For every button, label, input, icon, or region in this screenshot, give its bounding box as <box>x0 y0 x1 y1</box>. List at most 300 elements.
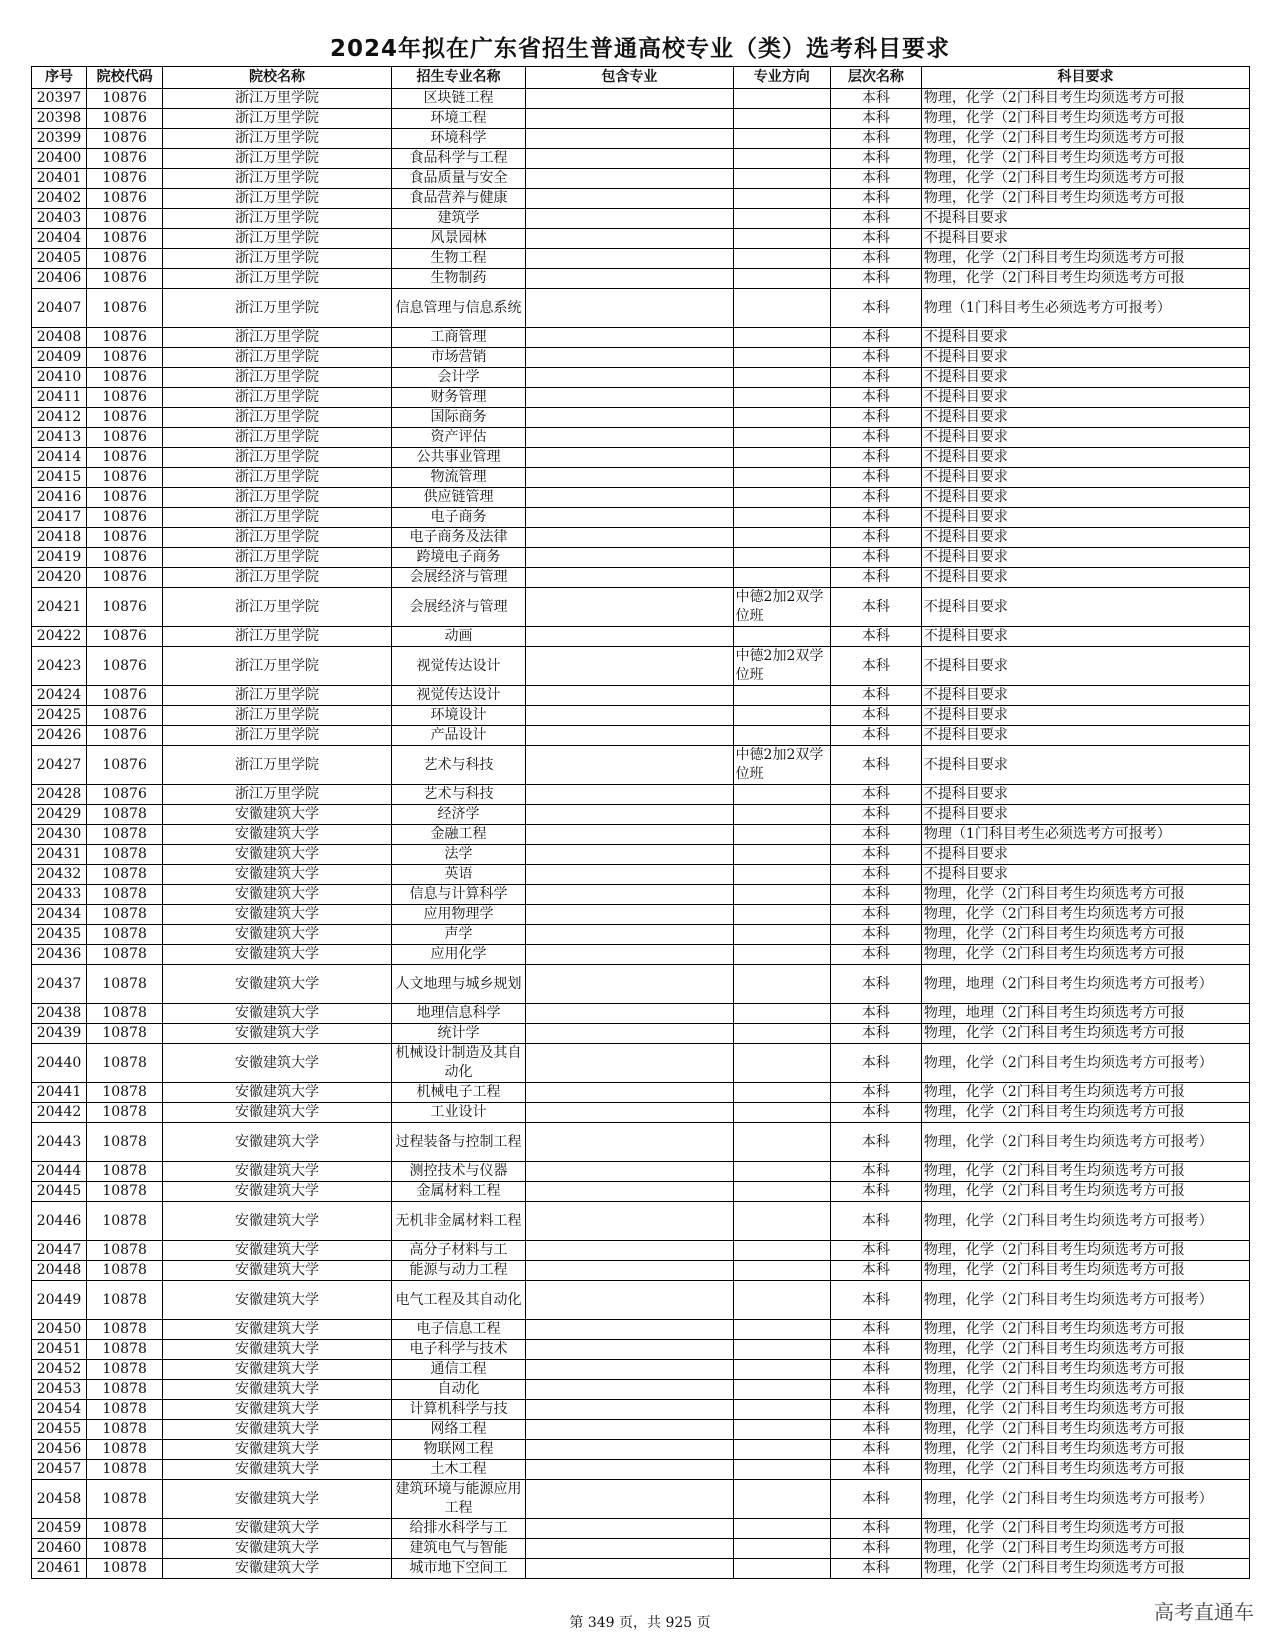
table-cell: 10878 <box>87 1241 163 1261</box>
table-cell: 20434 <box>32 905 87 925</box>
table-cell <box>733 785 830 805</box>
table-cell: 安徽建筑大学 <box>163 1162 392 1182</box>
table-cell: 工商管理 <box>391 328 525 348</box>
table-cell: 电子信息工程 <box>391 1320 525 1340</box>
table-cell: 本科 <box>830 408 921 428</box>
table-row <box>32 1519 1250 1539</box>
table-cell: 10876 <box>87 368 163 388</box>
table-cell: 中德2加2双学位班 <box>733 647 830 686</box>
table-cell: 公共事业管理 <box>391 448 525 468</box>
table-cell: 浙江万里学院 <box>163 568 392 588</box>
table-cell: 浙江万里学院 <box>163 548 392 568</box>
table-cell <box>733 1281 830 1320</box>
table-cell: 10876 <box>87 149 163 169</box>
table-cell: 物理，化学（2门科目考生均须选考方可报 <box>921 1519 1249 1539</box>
table-row <box>32 1440 1250 1460</box>
table-cell: 安徽建筑大学 <box>163 905 392 925</box>
table-row <box>32 1241 1250 1261</box>
table-cell: 物理，化学（2门科目考生均须选考方可报 <box>921 1340 1249 1360</box>
table-cell: 本科 <box>830 1162 921 1182</box>
table-cell: 工业设计 <box>391 1103 525 1123</box>
table-cell: 过程装备与控制工程 <box>391 1123 525 1162</box>
table-cell: 安徽建筑大学 <box>163 1320 392 1340</box>
table-cell: 中德2加2双学位班 <box>733 588 830 627</box>
table-cell: 本科 <box>830 805 921 825</box>
table-cell: 测控技术与仪器 <box>391 1162 525 1182</box>
table-cell: 机械电子工程 <box>391 1083 525 1103</box>
table-cell: 10878 <box>87 865 163 885</box>
table-cell: 20444 <box>32 1162 87 1182</box>
table-cell: 物理，化学（2门科目考生均须选考方可报 <box>921 1420 1249 1440</box>
table-cell: 物理，化学（2门科目考生均须选考方可报 <box>921 1460 1249 1480</box>
table-cell: 20457 <box>32 1460 87 1480</box>
table-cell: 本科 <box>830 1182 921 1202</box>
table-row <box>32 388 1250 408</box>
table-cell <box>526 1400 733 1420</box>
table-cell: 10878 <box>87 845 163 865</box>
column-header: 院校名称 <box>163 67 392 89</box>
table-cell: 10878 <box>87 1044 163 1083</box>
table-cell: 10876 <box>87 229 163 249</box>
table-cell: 安徽建筑大学 <box>163 965 392 1004</box>
table-cell: 物理，化学（2门科目考生均须选考方可报 <box>921 1360 1249 1380</box>
table-row <box>32 488 1250 508</box>
table-cell: 信息与计算科学 <box>391 885 525 905</box>
table-cell: 安徽建筑大学 <box>163 845 392 865</box>
table-cell <box>733 109 830 129</box>
table-cell: 不提科目要求 <box>921 229 1249 249</box>
table-cell: 浙江万里学院 <box>163 249 392 269</box>
table-cell: 20424 <box>32 686 87 706</box>
table-cell <box>733 89 830 109</box>
table-cell <box>526 1103 733 1123</box>
table-cell: 本科 <box>830 1480 921 1519</box>
table-cell: 本科 <box>830 965 921 1004</box>
table-cell: 本科 <box>830 1281 921 1320</box>
column-header: 序号 <box>32 67 87 89</box>
table-cell: 10878 <box>87 1320 163 1340</box>
table-cell <box>733 627 830 647</box>
table-cell: 安徽建筑大学 <box>163 1539 392 1559</box>
table-cell: 20431 <box>32 845 87 865</box>
table-row <box>32 1480 1250 1519</box>
table-cell: 10876 <box>87 109 163 129</box>
table-cell <box>733 1340 830 1360</box>
table-cell: 20456 <box>32 1440 87 1460</box>
table-row <box>32 568 1250 588</box>
table-cell: 10878 <box>87 1083 163 1103</box>
table-cell: 20414 <box>32 448 87 468</box>
table-cell: 不提科目要求 <box>921 785 1249 805</box>
table-cell <box>526 149 733 169</box>
table-cell <box>733 408 830 428</box>
table-cell: 20439 <box>32 1024 87 1044</box>
table-cell <box>526 508 733 528</box>
table-cell: 不提科目要求 <box>921 428 1249 448</box>
table-cell <box>733 1241 830 1261</box>
table-cell <box>526 468 733 488</box>
table-row <box>32 289 1250 328</box>
table-cell: 本科 <box>830 548 921 568</box>
table-cell <box>733 548 830 568</box>
table-cell: 安徽建筑大学 <box>163 1380 392 1400</box>
table-cell <box>526 428 733 448</box>
table-cell: 10876 <box>87 706 163 726</box>
table-cell: 物理，化学（2门科目考生均须选考方可报 <box>921 1440 1249 1460</box>
table-cell: 安徽建筑大学 <box>163 805 392 825</box>
table-cell: 10876 <box>87 508 163 528</box>
table-cell: 本科 <box>830 1320 921 1340</box>
table-cell: 20399 <box>32 129 87 149</box>
table-cell: 10876 <box>87 627 163 647</box>
table-cell: 10876 <box>87 269 163 289</box>
table-cell: 不提科目要求 <box>921 686 1249 706</box>
table-row <box>32 627 1250 647</box>
table-cell <box>733 1420 830 1440</box>
table-cell <box>733 1004 830 1024</box>
table-cell: 浙江万里学院 <box>163 726 392 746</box>
table-cell <box>526 965 733 1004</box>
table-row <box>32 1539 1250 1559</box>
table-cell: 本科 <box>830 885 921 905</box>
table-cell: 本科 <box>830 686 921 706</box>
table-cell: 10876 <box>87 89 163 109</box>
table-cell: 本科 <box>830 1103 921 1123</box>
table-cell: 10876 <box>87 468 163 488</box>
column-header: 院校代码 <box>87 67 163 89</box>
table-cell: 20438 <box>32 1004 87 1024</box>
table-cell: 20404 <box>32 229 87 249</box>
table-cell <box>733 865 830 885</box>
table-row <box>32 785 1250 805</box>
table-row <box>32 368 1250 388</box>
table-cell: 10876 <box>87 209 163 229</box>
table-cell: 本科 <box>830 1559 921 1579</box>
table-row <box>32 925 1250 945</box>
table-cell: 本科 <box>830 1261 921 1281</box>
table-cell <box>526 1480 733 1519</box>
table-cell: 物理，化学（2门科目考生均须选考方可报考） <box>921 1123 1249 1162</box>
table-cell <box>733 686 830 706</box>
table-cell: 通信工程 <box>391 1360 525 1380</box>
table-cell <box>733 169 830 189</box>
table-cell: 本科 <box>830 269 921 289</box>
table-row <box>32 528 1250 548</box>
table-cell: 10876 <box>87 448 163 468</box>
table-cell: 电子商务及法律 <box>391 528 525 548</box>
table-cell: 物理，化学（2门科目考生均须选考方可报 <box>921 925 1249 945</box>
table-row <box>32 149 1250 169</box>
table-cell: 物理，化学（2门科目考生均须选考方可报 <box>921 885 1249 905</box>
table-row <box>32 1360 1250 1380</box>
table-row <box>32 1380 1250 1400</box>
table-row <box>32 548 1250 568</box>
table-cell: 安徽建筑大学 <box>163 1460 392 1480</box>
table-cell: 10878 <box>87 1519 163 1539</box>
table-cell: 声学 <box>391 925 525 945</box>
table-cell: 不提科目要求 <box>921 805 1249 825</box>
table-cell: 20407 <box>32 289 87 328</box>
table-cell <box>733 368 830 388</box>
table-cell: 10876 <box>87 647 163 686</box>
table-cell <box>526 1320 733 1340</box>
table-cell: 风景园林 <box>391 229 525 249</box>
table-cell <box>733 1440 830 1460</box>
table-cell: 本科 <box>830 109 921 129</box>
table-cell <box>526 528 733 548</box>
table-cell: 不提科目要求 <box>921 528 1249 548</box>
table-cell: 本科 <box>830 1340 921 1360</box>
table-cell: 20420 <box>32 568 87 588</box>
table-cell: 10878 <box>87 1004 163 1024</box>
table-cell: 10876 <box>87 408 163 428</box>
table-cell: 中德2加2双学位班 <box>733 746 830 785</box>
table-cell <box>526 1241 733 1261</box>
table-cell: 本科 <box>830 1241 921 1261</box>
table-cell: 10876 <box>87 785 163 805</box>
table-cell: 安徽建筑大学 <box>163 1360 392 1380</box>
table-cell: 10878 <box>87 1440 163 1460</box>
table-cell: 安徽建筑大学 <box>163 925 392 945</box>
table-cell: 浙江万里学院 <box>163 289 392 328</box>
table-cell: 20416 <box>32 488 87 508</box>
table-cell: 10876 <box>87 428 163 448</box>
table-cell <box>733 468 830 488</box>
table-cell: 20426 <box>32 726 87 746</box>
table-cell: 20453 <box>32 1380 87 1400</box>
table-row <box>32 1123 1250 1162</box>
table-cell: 10878 <box>87 1024 163 1044</box>
table-cell: 物理，化学（2门科目考生均须选考方可报 <box>921 109 1249 129</box>
table-cell: 本科 <box>830 169 921 189</box>
table-cell <box>733 1261 830 1281</box>
table-cell: 本科 <box>830 865 921 885</box>
table-cell: 不提科目要求 <box>921 328 1249 348</box>
table-cell: 10878 <box>87 1420 163 1440</box>
table-cell: 安徽建筑大学 <box>163 1420 392 1440</box>
table-cell: 生物工程 <box>391 249 525 269</box>
table-cell: 浙江万里学院 <box>163 169 392 189</box>
table-cell: 物理，化学（2门科目考生均须选考方可报 <box>921 1083 1249 1103</box>
table-cell <box>733 448 830 468</box>
table-cell: 高分子材料与工 <box>391 1241 525 1261</box>
table-row <box>32 508 1250 528</box>
table-cell: 本科 <box>830 528 921 548</box>
table-cell: 不提科目要求 <box>921 448 1249 468</box>
table-row <box>32 885 1250 905</box>
table-cell <box>526 289 733 328</box>
table-cell: 本科 <box>830 488 921 508</box>
table-cell <box>526 647 733 686</box>
table-cell <box>733 149 830 169</box>
table-cell: 10878 <box>87 805 163 825</box>
table-cell: 20425 <box>32 706 87 726</box>
table-cell: 物理（1门科目考生必须选考方可报考） <box>921 825 1249 845</box>
table-cell <box>526 726 733 746</box>
table-cell: 安徽建筑大学 <box>163 1024 392 1044</box>
table-cell: 20410 <box>32 368 87 388</box>
table-cell: 物理（1门科目考生必须选考方可报考） <box>921 289 1249 328</box>
table-cell: 本科 <box>830 448 921 468</box>
table-cell: 20412 <box>32 408 87 428</box>
table-cell: 10876 <box>87 726 163 746</box>
table-cell: 浙江万里学院 <box>163 408 392 428</box>
table-cell <box>733 885 830 905</box>
table-cell: 视觉传达设计 <box>391 647 525 686</box>
table-cell: 供应链管理 <box>391 488 525 508</box>
table-cell <box>733 965 830 1004</box>
table-cell: 物理，化学（2门科目考生均须选考方可报 <box>921 1539 1249 1559</box>
table-row <box>32 229 1250 249</box>
table-cell: 物理，化学（2门科目考生均须选考方可报考） <box>921 1044 1249 1083</box>
table-cell: 物理，化学（2门科目考生均须选考方可报 <box>921 249 1249 269</box>
table-cell: 10878 <box>87 1261 163 1281</box>
table-cell <box>526 686 733 706</box>
table-cell: 本科 <box>830 1360 921 1380</box>
table-cell: 20427 <box>32 746 87 785</box>
table-cell: 物理，化学（2门科目考生均须选考方可报 <box>921 1380 1249 1400</box>
table-cell: 安徽建筑大学 <box>163 1182 392 1202</box>
table-cell: 物理，化学（2门科目考生均须选考方可报 <box>921 905 1249 925</box>
table-cell: 20418 <box>32 528 87 548</box>
table-cell: 电气工程及其自动化 <box>391 1281 525 1320</box>
table-cell: 10878 <box>87 965 163 1004</box>
table-row <box>32 129 1250 149</box>
table-cell: 安徽建筑大学 <box>163 1202 392 1241</box>
table-cell: 20411 <box>32 388 87 408</box>
table-cell: 食品质量与安全 <box>391 169 525 189</box>
table-cell <box>733 1539 830 1559</box>
table-cell <box>733 229 830 249</box>
table-cell: 本科 <box>830 1400 921 1420</box>
table-row <box>32 1420 1250 1440</box>
table-cell <box>733 1162 830 1182</box>
table-cell <box>526 229 733 249</box>
table-cell: 物理，化学（2门科目考生均须选考方可报 <box>921 1162 1249 1182</box>
table-cell <box>733 1083 830 1103</box>
table-cell <box>526 408 733 428</box>
table-cell: 电子科学与技术 <box>391 1340 525 1360</box>
table-cell: 20405 <box>32 249 87 269</box>
table-cell: 金属材料工程 <box>391 1182 525 1202</box>
table-row <box>32 169 1250 189</box>
table-cell: 10878 <box>87 945 163 965</box>
table-cell <box>733 1559 830 1579</box>
table-cell: 经济学 <box>391 805 525 825</box>
table-cell: 浙江万里学院 <box>163 627 392 647</box>
table-cell <box>526 448 733 468</box>
table-cell: 会展经济与管理 <box>391 588 525 627</box>
table-cell: 10878 <box>87 1340 163 1360</box>
table-cell <box>526 1202 733 1241</box>
table-cell: 本科 <box>830 825 921 845</box>
table-cell: 应用化学 <box>391 945 525 965</box>
page-footer: 第 349 页，共 925 页 <box>569 1615 711 1631</box>
table-cell <box>733 805 830 825</box>
table-row <box>32 468 1250 488</box>
table-cell: 10876 <box>87 189 163 209</box>
table-cell: 20448 <box>32 1261 87 1281</box>
table-cell: 不提科目要求 <box>921 746 1249 785</box>
table-cell <box>733 1044 830 1083</box>
table-cell: 本科 <box>830 905 921 925</box>
table-cell: 10876 <box>87 488 163 508</box>
column-header: 招生专业名称 <box>391 67 525 89</box>
table-cell: 20429 <box>32 805 87 825</box>
table-cell <box>733 1519 830 1539</box>
table-cell: 20402 <box>32 189 87 209</box>
table-cell: 本科 <box>830 89 921 109</box>
table-cell: 20421 <box>32 588 87 627</box>
table-cell <box>733 1380 830 1400</box>
table-cell: 本科 <box>830 129 921 149</box>
table-cell <box>733 269 830 289</box>
table-cell: 本科 <box>830 1420 921 1440</box>
table-cell: 10876 <box>87 348 163 368</box>
table-cell: 本科 <box>830 1004 921 1024</box>
table-cell <box>526 1004 733 1024</box>
table-row <box>32 448 1250 468</box>
table-cell: 10878 <box>87 1480 163 1519</box>
table-cell: 不提科目要求 <box>921 408 1249 428</box>
table-cell <box>526 1123 733 1162</box>
table-cell: 物理，化学（2门科目考生均须选考方可报考） <box>921 1480 1249 1519</box>
table-cell <box>526 1380 733 1400</box>
table-cell: 10878 <box>87 1360 163 1380</box>
table-cell: 本科 <box>830 627 921 647</box>
table-cell: 10876 <box>87 568 163 588</box>
table-row <box>32 865 1250 885</box>
table-cell <box>526 845 733 865</box>
table-cell: 10876 <box>87 686 163 706</box>
table-cell: 本科 <box>830 348 921 368</box>
table-cell: 20455 <box>32 1420 87 1440</box>
table-cell: 无机非金属材料工程 <box>391 1202 525 1241</box>
table-cell: 本科 <box>830 706 921 726</box>
table-cell: 20415 <box>32 468 87 488</box>
table-cell <box>733 925 830 945</box>
table-cell: 安徽建筑大学 <box>163 1004 392 1024</box>
table-cell <box>526 1162 733 1182</box>
table-cell: 20401 <box>32 169 87 189</box>
table-cell: 20449 <box>32 1281 87 1320</box>
table-cell: 本科 <box>830 289 921 328</box>
table-cell: 安徽建筑大学 <box>163 1559 392 1579</box>
table-cell: 20432 <box>32 865 87 885</box>
table-cell <box>733 568 830 588</box>
table-cell: 20460 <box>32 1539 87 1559</box>
table-cell: 生物制药 <box>391 269 525 289</box>
table-cell: 不提科目要求 <box>921 647 1249 686</box>
table-cell <box>733 209 830 229</box>
table-cell: 本科 <box>830 328 921 348</box>
table-cell: 不提科目要求 <box>921 627 1249 647</box>
table-cell: 10876 <box>87 588 163 627</box>
table-cell: 10876 <box>87 249 163 269</box>
table-cell <box>526 1024 733 1044</box>
table-cell <box>733 189 830 209</box>
table-cell <box>733 289 830 328</box>
table-cell: 本科 <box>830 845 921 865</box>
table-cell: 不提科目要求 <box>921 209 1249 229</box>
table-cell: 不提科目要求 <box>921 488 1249 508</box>
table-cell: 安徽建筑大学 <box>163 1083 392 1103</box>
table-row <box>32 269 1250 289</box>
table-row <box>32 1320 1250 1340</box>
table-cell: 应用物理学 <box>391 905 525 925</box>
table-cell: 本科 <box>830 568 921 588</box>
table-cell: 物流管理 <box>391 468 525 488</box>
